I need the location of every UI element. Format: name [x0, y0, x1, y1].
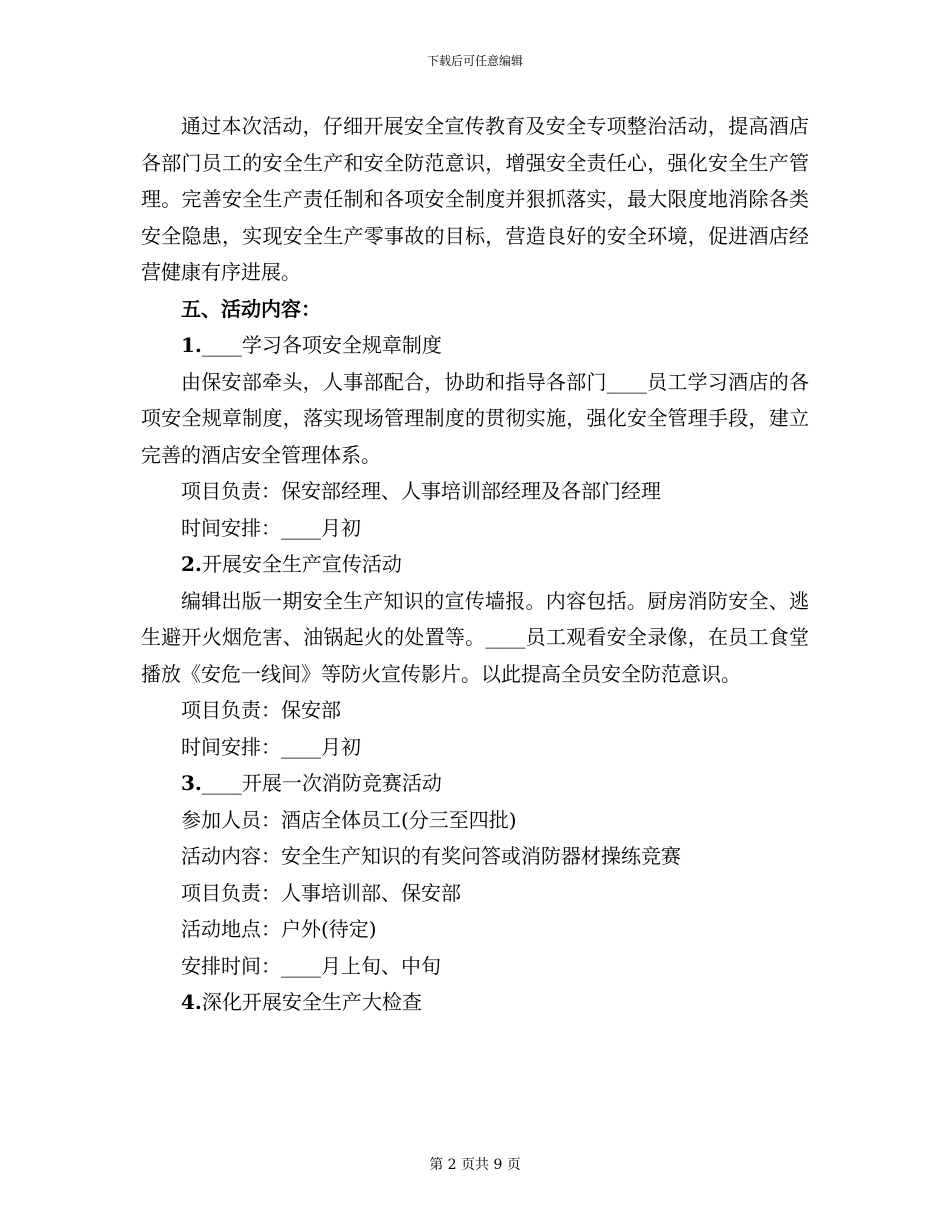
item-2-line-2: 时间安排：____月初 [181, 734, 361, 759]
page-footer: 第 2 页共 9 页 [429, 1157, 521, 1173]
item-1-title-line [141, 327, 809, 364]
item-4-title-line [141, 984, 809, 1021]
document-body [141, 108, 809, 1021]
item-1-description: 由保安部牵头，人事部配合，协助和指导各部门____员工学习酒店的各项安全规章制度，落实现场管理制度的贯彻实施，强化安全管理手段，建立完善的酒店安全管理体系。 [141, 369, 809, 467]
item-3-number: 3. [181, 771, 202, 795]
intro-paragraph: 通过本次活动，仔细开展安全宣传教育及安全专项整治活动，提高酒店各部门员工的安全生产和安全防范意识，增强安全责任心，强化安全生产管理。完善安全生产责任制和各项安全制度并狠抓落实，最大限度地消除各类安全隐患，实现安全生产零事故的目标，营造良好的安全环境，促进酒店经营健康有序进展。 [141, 114, 809, 284]
item-3-title: ____开展一次消防竞赛活动 [201, 771, 442, 795]
item-3-line-1: 参加人员：酒店全体员工(分三至四批) [181, 807, 517, 832]
item-1-line-1: 项目负责：保安部经理、人事培训部经理及各部门经理 [181, 479, 661, 503]
item-3-line-3: 项目负责：人事培训部、保安部 [181, 880, 461, 905]
item-2-title-line [141, 546, 809, 583]
item-3-line-2: 活动内容：安全生产知识的有奖问答或消防器材操练竞赛 [181, 844, 681, 868]
item-1-number: 1. [181, 333, 202, 357]
item-4-number: 4. [181, 990, 202, 1014]
item-2-line-1: 项目负责：保安部 [181, 698, 341, 722]
item-1-title: ____学习各项安全规章制度 [201, 333, 442, 357]
item-3-line-4: 活动地点：户外(待定) [181, 917, 377, 941]
item-2-description: 编辑出版一期安全生产知识的宣传墙报。内容包括。厨房消防安全、逃生避开火烟危害、油锅起火的处置等。____员工观看安全录像，在员工食堂播放《安危一线间》等防火宣传影片。以此提高全员安全防范意识。 [141, 588, 809, 686]
item-3-title-line [141, 765, 809, 802]
page-header: 下载后可任意编辑 [426, 54, 523, 68]
item-1-line-2: 时间安排：____月初 [181, 515, 361, 540]
item-2-title: 开展安全生产宣传活动 [201, 552, 402, 576]
item-3-line-5: 安排时间：____月上旬、中旬 [181, 953, 441, 978]
item-2-number: 2. [181, 552, 202, 576]
item-4-title: 深化开展安全生产大检查 [201, 990, 422, 1014]
section-heading: 五、活动内容： [181, 296, 321, 321]
